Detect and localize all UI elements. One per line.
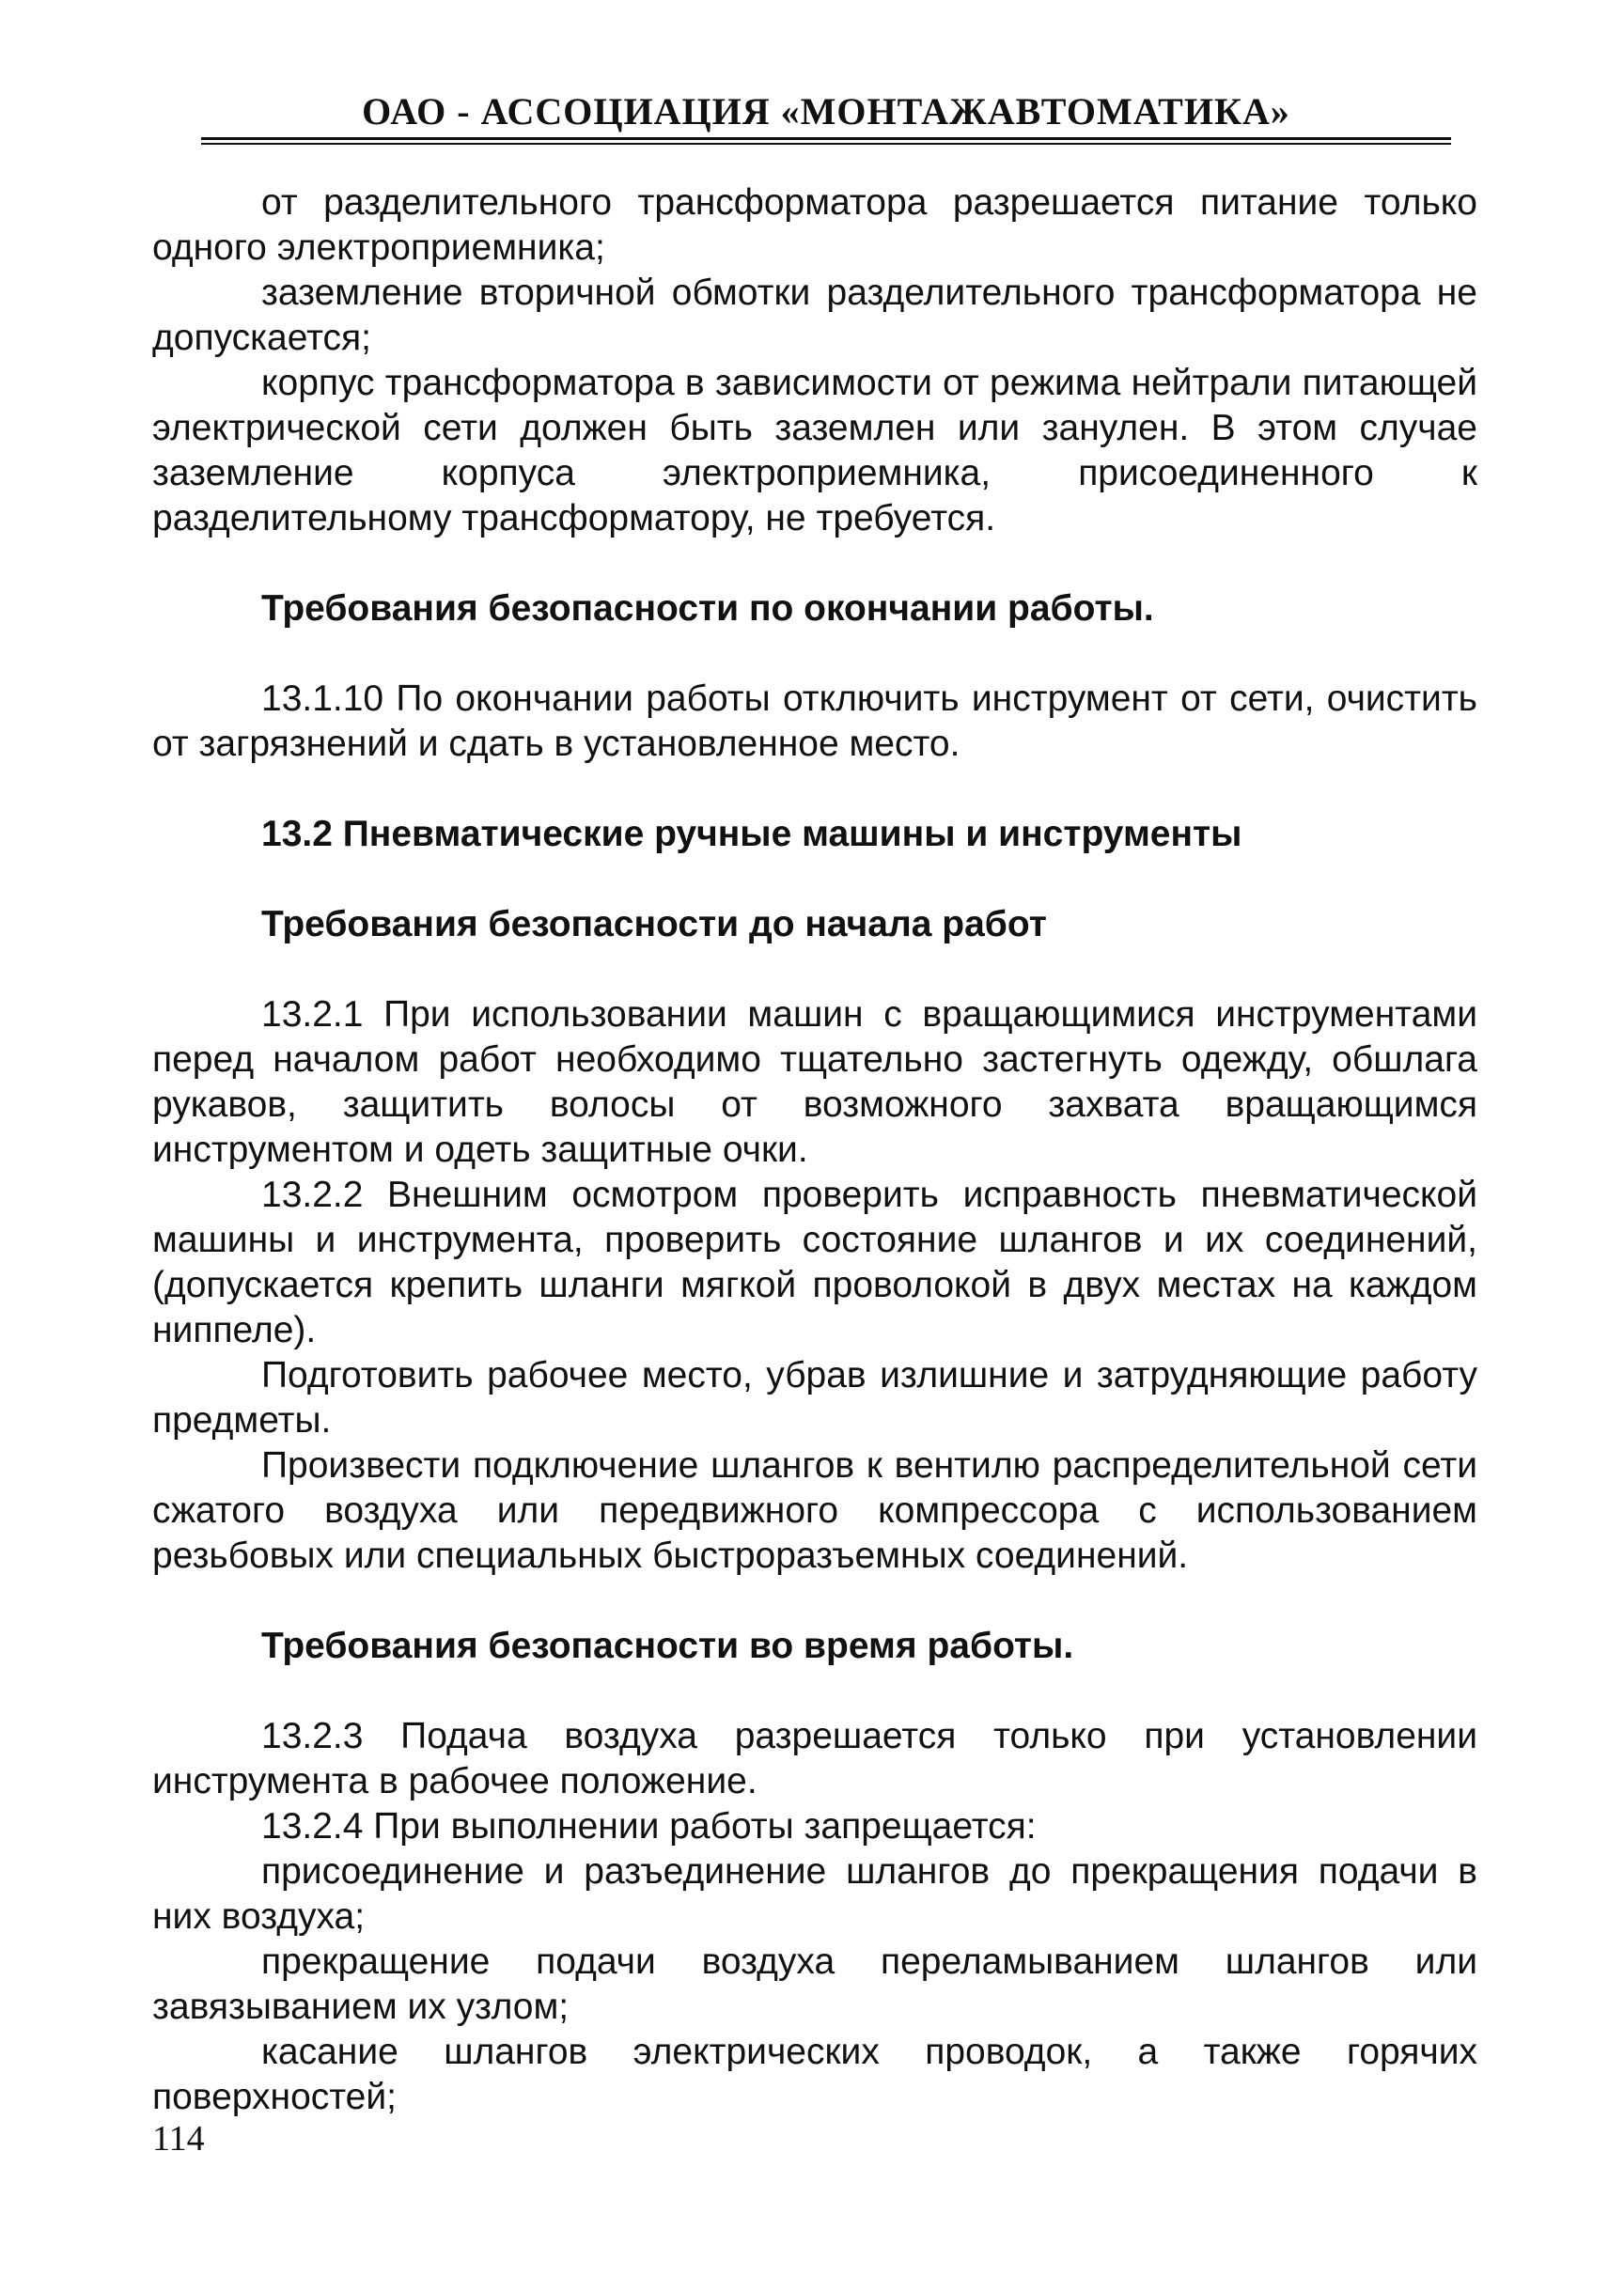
- header-rule: [201, 137, 1451, 140]
- section-heading: Требования безопасности до начала работ: [261, 904, 1047, 944]
- spacer: [152, 857, 1477, 902]
- page-body: [152, 180, 1477, 2120]
- paragraph: корпус трансформатора в зависимости от режима нейтрали питающей электрической сети должен быть заземлен или занулен. В этом случае заземление корпуса электроприемника, присоединенного к разделительному трансформатору, не требуется.: [152, 363, 1477, 538]
- paragraph: заземление вторичной обмотки разделительного трансформатора не допускается;: [152, 273, 1477, 358]
- page-header: [201, 90, 1451, 145]
- header-title: ОАО - АССОЦИАЦИЯ «МОНТАЖАВТОМАТИКА»: [362, 90, 1290, 133]
- section-heading: 13.2 Пневматические ручные машины и инструменты: [261, 814, 1242, 854]
- spacer: [152, 631, 1477, 677]
- header-rule-secondary: [201, 143, 1451, 145]
- spacer: [152, 947, 1477, 992]
- section-heading: Требования безопасности по окончании работы.: [261, 588, 1154, 629]
- paragraph: присоединение и разъединение шлангов до прекращения подачи в них воздуха;: [152, 1851, 1477, 1937]
- paragraph: 13.2.1 При использовании машин с вращающимися инструментами перед началом работ необходимо тщательно застегнуть одежду, обшлага рукавов, защитить волосы от возможного захвата вращающимся инструментом и одеть защитные очки.: [152, 994, 1477, 1170]
- paragraph: Произвести подключение шлангов к вентилю распределительной сети сжатого воздуха или передвижного компрессора с использованием резьбовых или специальных быстроразъемных соединений.: [152, 1445, 1477, 1576]
- page-number: 114: [152, 2119, 205, 2159]
- paragraph: 13.2.3 Подача воздуха разрешается только при установлении инструмента в рабочее положение.: [152, 1716, 1477, 1801]
- spacer: [152, 1669, 1477, 1714]
- spacer: [152, 767, 1477, 812]
- paragraph: касание шлангов электрических проводок, а также горячих поверхностей;: [152, 2032, 1477, 2117]
- paragraph: прекращение подачи воздуха переламыванием шлангов или завязыванием их узлом;: [152, 1941, 1477, 2027]
- spacer: [152, 1579, 1477, 1624]
- paragraph: 13.1.10 По окончании работы отключить инструмент от сети, очистить от загрязнений и сдать в установленное место.: [152, 678, 1477, 764]
- section-heading: Требования безопасности во время работы.: [261, 1626, 1074, 1666]
- paragraph: 13.2.4 При выполнении работы запрещается:: [261, 1806, 1037, 1847]
- spacer: [152, 541, 1477, 586]
- paragraph: от разделительного трансформатора разрешается питание только одного электроприемника;: [152, 182, 1477, 268]
- paragraph: 13.2.2 Внешним осмотром проверить исправность пневматической машины и инструмента, проверить состояние шлангов и их соединений, (допускается крепить шланги мягкой проволокой в двух местах на каждом ниппеле).: [152, 1175, 1477, 1350]
- paragraph: Подготовить рабочее место, убрав излишние и затрудняющие работу предметы.: [152, 1355, 1477, 1441]
